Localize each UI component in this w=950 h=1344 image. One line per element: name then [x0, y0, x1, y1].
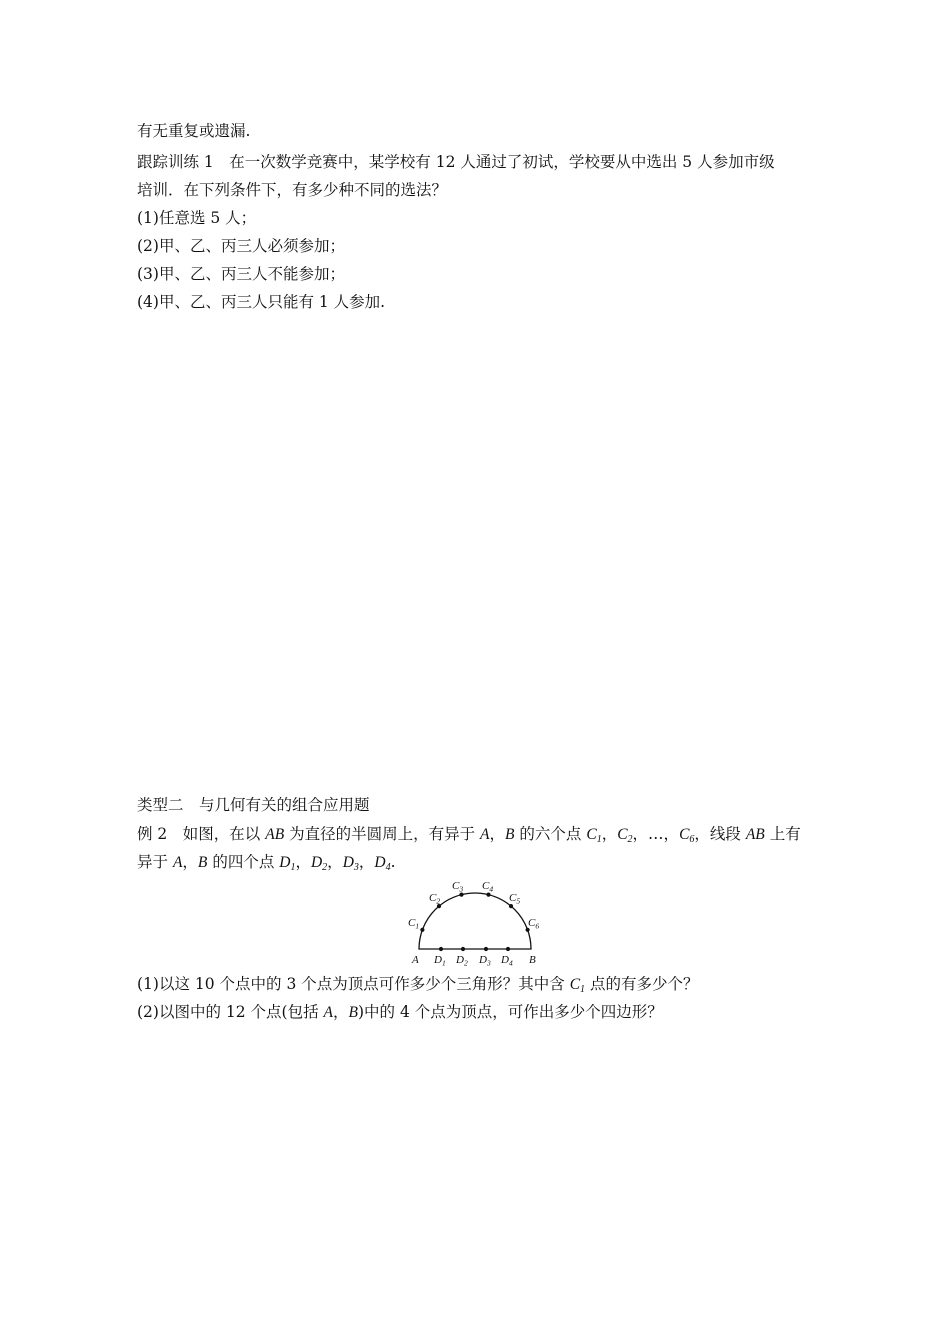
label-b: B	[529, 954, 536, 966]
drill-line-1	[137, 152, 775, 172]
drill-item-2	[137, 236, 345, 256]
example-line-2	[137, 852, 396, 878]
example-text: 为直径的半圆周上，有异于	[284, 825, 481, 843]
label-d4: $D_4$	[501, 954, 513, 968]
dot-d4	[506, 947, 510, 951]
drill-item-text: (1)任意选 5 人；	[137, 209, 257, 227]
label-d3: $D_3$	[479, 954, 491, 968]
label-c1: $C_1$	[408, 917, 420, 931]
segment-ab: AB	[265, 826, 285, 843]
intro-text: 有无重复或遗漏.	[137, 122, 251, 140]
point-b: B	[348, 1004, 358, 1021]
example-text: ，	[358, 853, 375, 871]
example-text: 的四个点	[207, 853, 280, 871]
example-text: 异于	[137, 853, 173, 871]
intro-line	[137, 121, 250, 141]
point-a: A	[323, 1004, 333, 1021]
point-d4: $D_4$	[374, 854, 391, 873]
label-a: A	[412, 954, 419, 966]
point-d3: $D_3$	[342, 854, 359, 873]
dot-d3	[484, 947, 488, 951]
point-c6: $C_6$	[679, 826, 695, 845]
example-text: ，	[295, 853, 311, 871]
drill-item-4	[137, 292, 385, 312]
label-c5: $C_5$	[509, 892, 521, 906]
drill-item-text: (3)甲、乙、丙三人不能参加；	[137, 265, 345, 283]
drill-item-1	[137, 208, 256, 228]
example-text: ，线段	[694, 825, 746, 843]
example-text: 的六个点	[514, 825, 587, 843]
point-c1: $C_1$	[586, 826, 602, 845]
dot-d1	[439, 947, 443, 951]
example-text: ，	[327, 853, 343, 871]
point-d1: $D_1$	[279, 854, 296, 873]
question-2	[137, 1002, 663, 1023]
section-title-text: 类型二 与几何有关的组合应用题	[137, 796, 370, 814]
example-text: 上有	[764, 825, 801, 843]
drill-item-text: (4)甲、乙、丙三人只能有 1 人参加.	[137, 293, 386, 311]
drill-line-2	[137, 180, 447, 200]
drill-item-3	[137, 264, 345, 284]
point-c2: $C_2$	[617, 826, 633, 845]
question-text: ，	[332, 1003, 349, 1021]
example-text: ，	[601, 825, 618, 843]
point-d2: $D_2$	[310, 854, 328, 873]
point-b: B	[197, 854, 208, 871]
question-text: (2)以图中的 12 个点(包括	[137, 1003, 324, 1021]
example-line-1	[137, 824, 801, 850]
example-text: ，…，	[632, 825, 680, 843]
label-c6: $C_6$	[528, 917, 540, 931]
point-b: B	[505, 826, 515, 843]
drill-text-b: 培训．在下列条件下，有多少种不同的选法？	[137, 181, 448, 199]
question-1	[137, 974, 698, 1000]
example-text: .	[390, 853, 396, 871]
drill-label: 跟踪训练 1	[137, 153, 214, 171]
drill-text-a: 在一次数学竞赛中，某学校有 12 人通过了初试，学校要从中选出 5 人参加市级	[229, 153, 775, 171]
question-text: (1)以这 10 个点中的 3 个点为顶点可作多少个三角形？其中含	[137, 975, 570, 993]
label-d2: $D_2$	[456, 954, 468, 968]
label-c2: $C_2$	[429, 892, 441, 906]
point-a: A	[480, 826, 490, 843]
dot-c1	[420, 928, 424, 932]
example-text: ，	[489, 825, 506, 843]
example-text: 如图，在以	[182, 825, 266, 843]
drill-item-text: (2)甲、乙、丙三人必须参加；	[137, 237, 345, 255]
point-c1: $C_1$	[569, 976, 586, 995]
dot-d2	[461, 947, 465, 951]
example-text: ，	[182, 853, 198, 871]
label-c3: $C_3$	[452, 880, 464, 894]
point-a: A	[172, 854, 183, 871]
example-label: 例 2	[137, 825, 168, 843]
dot-c5	[509, 904, 513, 908]
section-title	[137, 795, 370, 815]
segment-ab: AB	[745, 826, 765, 843]
label-d1: $D_1$	[434, 954, 446, 968]
question-text: 点的有多少个？	[585, 975, 699, 993]
label-c4: $C_4$	[482, 880, 494, 894]
question-text: )中的 4 个点为顶点，可作出多少个四边形？	[357, 1003, 663, 1021]
semicircle-figure	[398, 876, 548, 970]
